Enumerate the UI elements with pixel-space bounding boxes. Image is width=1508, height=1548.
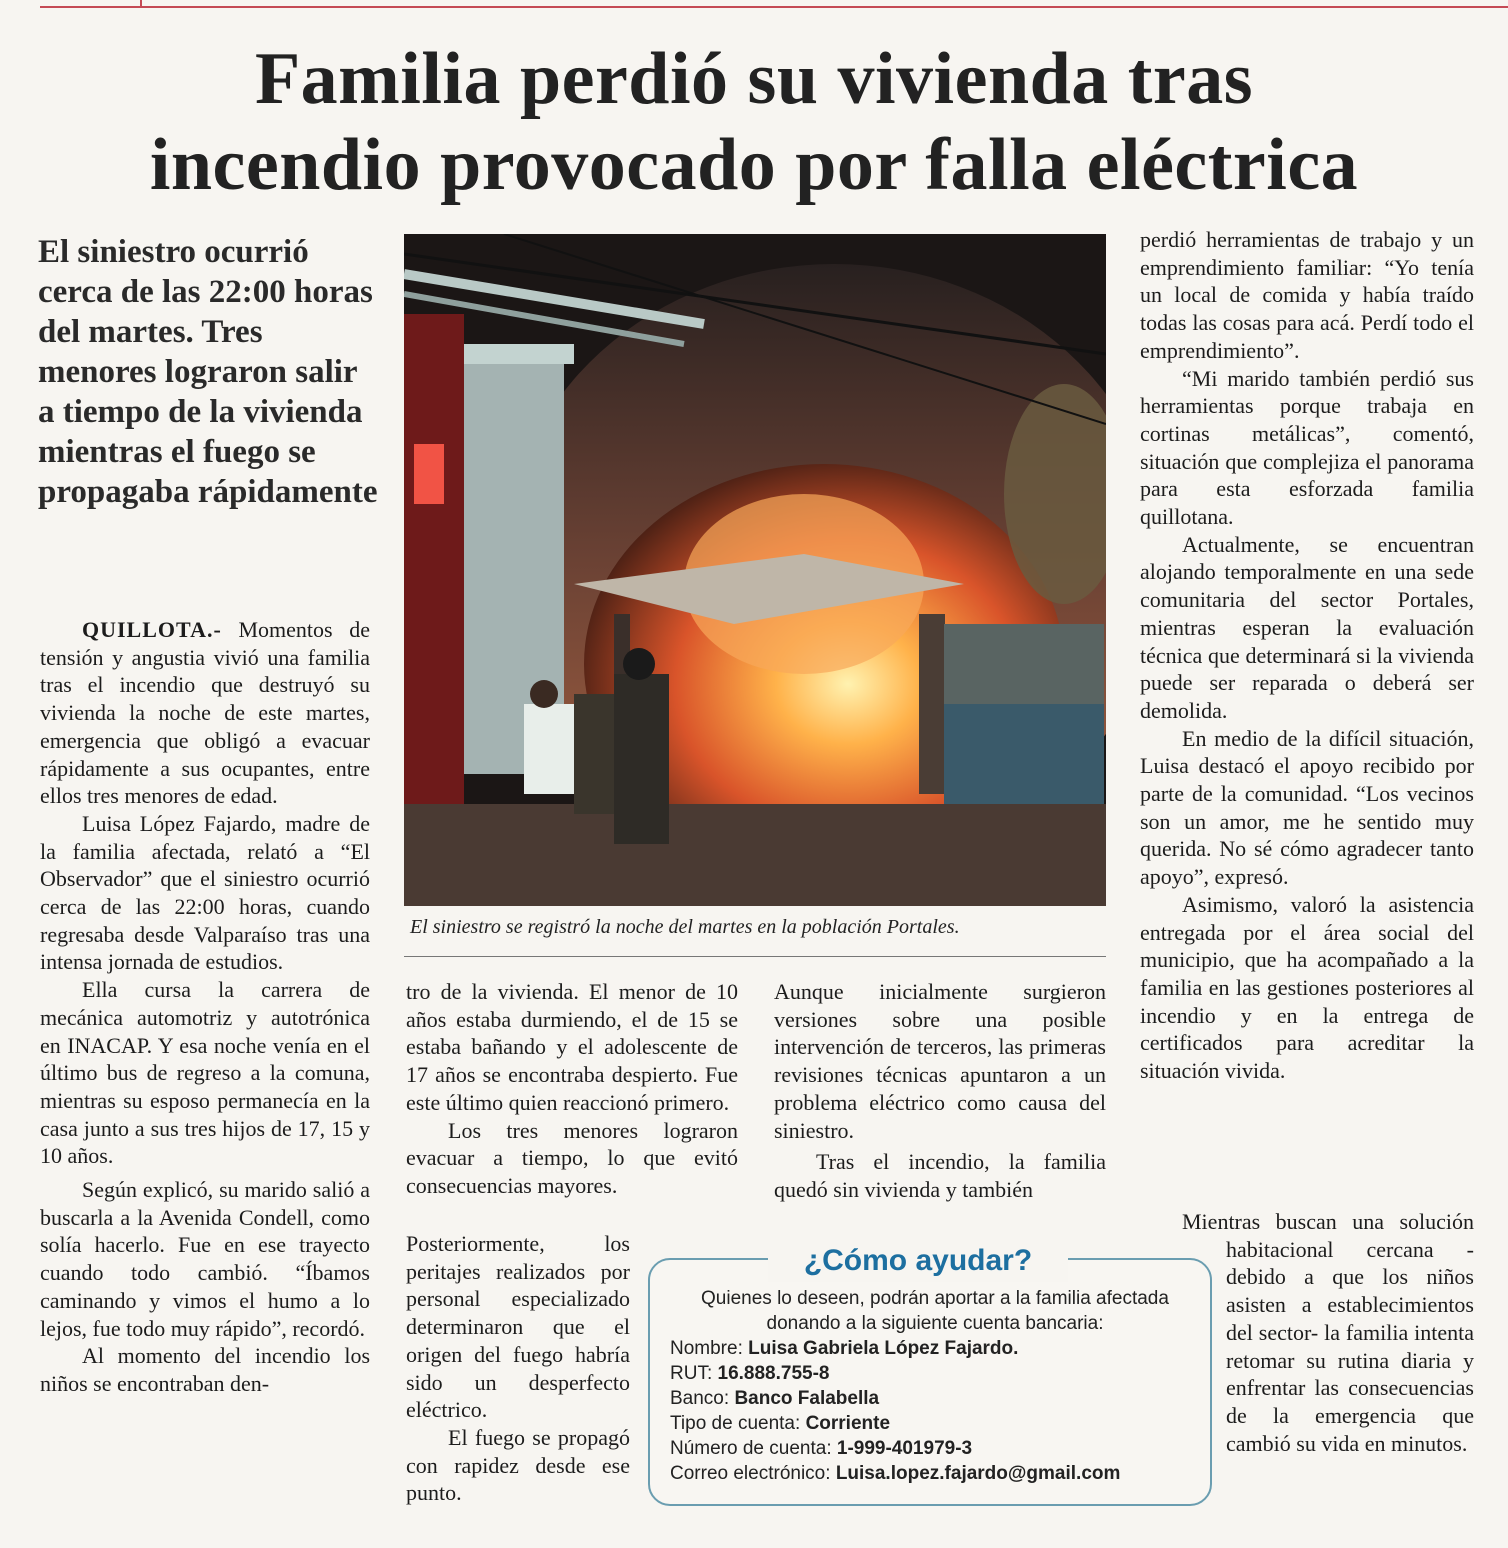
article-paragraph: “Mi marido también perdió sus herramientas porque trabaja en cortinas metálicas”, comentó, situación que complejiza el panorama para esta esforzada familia quillotana. — [1140, 365, 1474, 530]
article-column-2 — [406, 978, 738, 1200]
article-column-2-lower — [406, 1230, 630, 1507]
label: Banco: — [670, 1388, 730, 1409]
label: Número de cuenta: — [670, 1438, 832, 1459]
bank-line — [670, 1386, 1200, 1411]
account-type: Corriente — [805, 1413, 891, 1434]
label: Tipo de cuenta: — [670, 1413, 801, 1434]
label: RUT: — [670, 1363, 713, 1384]
article-paragraph: Actualmente, se encuentran alojando temporalmente en una sede comunitaria del sector Portales, mientras esperan la evaluación técnica que determinará si la vivienda puede ser reparada o deberá ser demolida. — [1140, 531, 1474, 723]
label: Nombre: — [670, 1338, 743, 1359]
article-column-3 — [774, 978, 1106, 1204]
email-address[interactable]: Luisa.lopez.fajardo@gmail.com — [835, 1463, 1121, 1484]
article-paragraph: Ella cursa la carrera de mecánica automotriz y autotrónica en INACAP. Y esa noche venía en el último bus de regreso a la comuna, mientras su esposo permanecía en la casa junto a sus tres hijos de 17, 15 y 10 años. — [40, 977, 370, 1169]
fire-scene-illustration — [404, 234, 1106, 906]
article-paragraph: perdió herramientas de trabajo y un emprendimiento familiar: “Yo tenía un local de comida y había traído todas las cosas para acá. Perdí todo el emprendimiento”. — [1140, 227, 1474, 363]
rut-value: 16.888.755-8 — [717, 1363, 830, 1384]
dateline: QUILLOTA.- — [82, 617, 222, 642]
headline-line-2: incendio provocado por falla eléctrica — [149, 124, 1359, 206]
article-paragraph: Posteriormente, los peritajes realizados por personal especializado determinaron que el origen del fuego habría sido un desperfecto eléctrico. — [406, 1231, 630, 1423]
account-type-line — [670, 1411, 1200, 1436]
article-column-5 — [1182, 1208, 1474, 1457]
account-number: 1-999-401979-3 — [836, 1438, 973, 1459]
article-paragraph: tro de la vivienda. El menor de 10 años estaba durmiendo, el de 15 se estaba bañando y el adolescente de 17 años se encontraba despierto. Fue este último quien reaccionó primero. — [406, 979, 738, 1115]
bank-name: Banco Falabella — [734, 1388, 880, 1409]
label: Correo electrónico: — [670, 1463, 831, 1484]
article-paragraph: En medio de la difícil situación, Luisa destacó el apoyo recibido por parte de la comunidad. “Los vecinos son un amor, me he sentido muy querida. No sé cómo agradecer tanto apoyo”, expresó. — [1140, 725, 1474, 890]
deck-subheadline: El siniestro ocurrió cerca de las 22:00 horas del martes. Tres menores lograron salir a tiempo de la vivienda mientras el fuego se propagaba rápidamente — [38, 234, 378, 510]
rut-line — [670, 1361, 1200, 1386]
fire-photo — [404, 234, 1106, 906]
article-paragraph: Según explicó, su marido salió a buscarla a la Avenida Condell, como solía hacerlo. Fue en ese trayecto cuando todo cambió. “Íbamos caminando y vimos el humo a lo lejos, fue todo muy rápido”, recordó. — [40, 1177, 370, 1341]
help-box-title: ¿Cómo ayudar? — [768, 1240, 1068, 1282]
caption-rule — [404, 956, 1106, 957]
article-paragraph: Mientras buscan una solución habitacional cercana -debido a que los niños asisten a establecimientos del sector- la familia intenta retomar su rutina diaria y enfrentar las consecuencias de la emergencia que cambió su vida en minutos. — [1182, 1209, 1474, 1456]
article-paragraph: El fuego se propagó con rapidez desde ese punto. — [406, 1424, 630, 1506]
article-paragraph: Al momento del incendio los niños se encontraban den- — [40, 1343, 370, 1396]
help-box-body — [670, 1286, 1200, 1486]
photo-caption: El siniestro se registró la noche del martes en la población Portales. — [410, 916, 960, 938]
article-paragraph: Luisa López Fajardo, madre de la familia afectada, relató a “El Observador” que el siniestro ocurrió cerca de las 22:00 horas, cuando regresaba desde Valparaíso tras una intensa jornada de estudios. — [40, 810, 370, 975]
article-paragraph: Aunque inicialmente surgieron versiones sobre una posible intervención de terceros, las primeras revisiones técnicas apuntaron a un problema eléctrico como causa del siniestro. — [774, 979, 1106, 1143]
help-box-intro: Quienes lo deseen, podrán aportar a la familia afectada donando a la siguiente cuenta bancaria: — [701, 1288, 1169, 1334]
account-number-line — [670, 1436, 1200, 1461]
article-paragraph — [40, 616, 370, 810]
headline — [0, 36, 1508, 208]
article-paragraph: Tras el incendio, la familia quedó sin vivienda y también — [774, 1149, 1106, 1202]
article-column-1 — [40, 616, 370, 1398]
article-paragraph: Asimismo, valoró la asistencia entregada por el área social del municipio, que ha acompañado a la familia en las gestiones posteriores al incendio y en la entrega de certificados para acreditar la situación vivida. — [1140, 891, 1474, 1084]
top-rule — [40, 6, 1508, 8]
email-line — [670, 1461, 1200, 1486]
account-name-line — [670, 1336, 1200, 1361]
article-column-4 — [1140, 226, 1474, 1085]
paragraph-text: Momentos de tensión y angustia vivió una familia tras el incendio que destruyó su vivienda la noche de este martes, emergencia que obligó a evacuar rápidamente a sus ocupantes, entre ellos tres menores de edad. — [40, 617, 370, 809]
account-holder-name: Luisa Gabriela López Fajardo. — [748, 1338, 1019, 1359]
article-paragraph: Los tres menores lograron evacuar a tiempo, lo que evitó consecuencias mayores. — [406, 1117, 738, 1198]
headline-line-1: Familia perdió su vivienda tras — [254, 38, 1254, 120]
top-rule-tick — [140, 0, 142, 8]
